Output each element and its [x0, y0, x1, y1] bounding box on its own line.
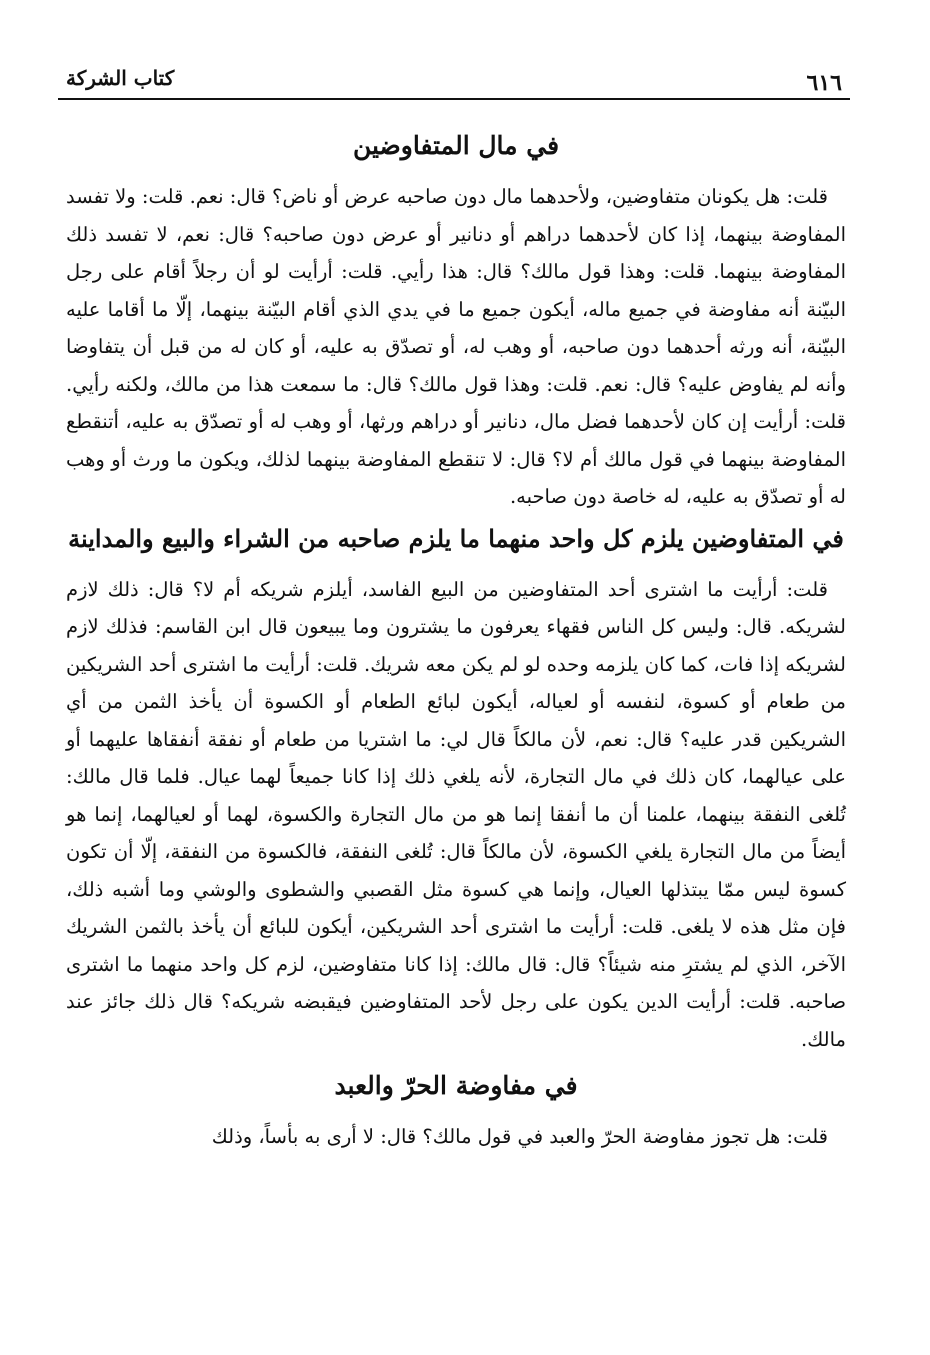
section-title-free-and-slave: في مفاوضة الحرّ والعبد: [334, 1071, 578, 1101]
paragraph-free-and-slave: قلت: هل تجوز مفاوضة الحرّ والعبد في قول مالك؟ قال: لا أرى به بأساً، وذلك: [211, 1125, 828, 1149]
paragraph-partner-obligations: قلت: أرأيت ما اشترى أحد المتفاوضين من البيع الفاسد، أيلزم شريكه أم لا؟ قال: ذلك لازم لشريكه. قال: وليس كل الناس فقهاء يعرفون ما يشترون وما يبيعون قال ابن القاسم: فذلك لازم لشريكه إذا فات، كما كان يلزمه وحده لو لم يكن معه شريك. قلت: أرأيت ما اشترى أحد الشريكين من طعام أو كسوة، لنفسه أو لعياله، أيكون لبائع الطعام أو الكسوة أن يأخذ الثمن من أي الشريكين قدر عليه؟ قال: نعم، لأن مالكاً قال لي: ما اشتريا من طعام أو نفقة أنفقاها عليهما أو على عيالهما، كان ذلك في مال التجارة، لأنه يلغي ذلك إذا كانا جميعاً لهما عيال. فلما قال مالك: تُلغى النفقة بينهما، علمنا أن ما أنفقا إنما هو من مال التجارة والكسوة، لهما أو لعيالهما، إنما هو أيضاً من مال التجارة يلغي الكسوة، لأن مالكاً قال: تُلغى النفقة، فالكسوة من النفقة، إلّا أن تكون كسوة ليس ممّا يبتذلها العيال، وإنما هي كسوة مثل القصبي والشطوى والوشي وما أشبه ذلك، فإن مثل هذه لا يلغى. قلت: أرأيت ما اشترى أحد الشريكين، أيكون للبائع أن يأخذ بالثمن الشريك الآخر، الذي لم يشترِ منه شيئاً؟ قال: قال مالك: إذا كانا متفاوضين، لزم كل واحد منهما ما اشترى صاحبه. قلت: أرأيت الدين يكون على رجل لأحد المتفاوضين فيقبضه شريكه؟ قال ذلك جائز عند مالك.: [66, 577, 846, 1051]
page-number: ٦١٦: [806, 70, 842, 96]
section-title-partner-obligations: في المتفاوضين يلزم كل واحد منهما ما يلزم صاحبه من الشراء والبيع والمداينة: [68, 523, 844, 553]
section-title-partner-property: في مال المتفاوضين: [352, 131, 560, 160]
running-title: كتاب الشركة: [66, 66, 175, 90]
paragraph-partner-property: قلت: هل يكونان متفاوضين، ولأحدهما مال دون صاحبه عرض أو ناض؟ قال: نعم. قلت: ولا تفسد المفاوضة بينهما، إذا كان لأحدهما دراهم أو دنانير أو عرض دون صاحبه؟ قال: نعم، لا تفسد ذلك المفاوضة بينهما. قلت: وهذا قول مالك؟ قال: هذا رأيي. قلت: أرأيت لو أن رجلاً أقام على رجل البيّنة أنه مفاوضة في جميع ماله، أيكون جميع ما في يدي الذي أقام البيّنة بينهما، إلّا ما أقاما عليه البيّنة، أنه ورثه أحدهما دون صاحبه، أو وهب له، أو تصدّق به عليه، أو كان له من قبل أن يتفاوضا وأنه لم يفاوض عليه؟ قال: نعم. قلت: وهذا قول مالك؟ قال: ما سمعت هذا من مالك، ولكنه رأيي. قلت: أرأيت إن كان لأحدهما فضل مال، دنانير أو دراهم ورثها، أو وهب له أو تصدّق به عليه، أتنقطع المفاوضة بينهما في قول مالك أم لا؟ قال: لا تنقطع المفاوضة بينهما لذلك، ويكون ما ورث أو وهب له أو تصدّق به عليه، له خاصة دون صاحبه.: [66, 185, 846, 509]
page-content: [66, 118, 846, 1156]
page-header: [58, 58, 850, 100]
